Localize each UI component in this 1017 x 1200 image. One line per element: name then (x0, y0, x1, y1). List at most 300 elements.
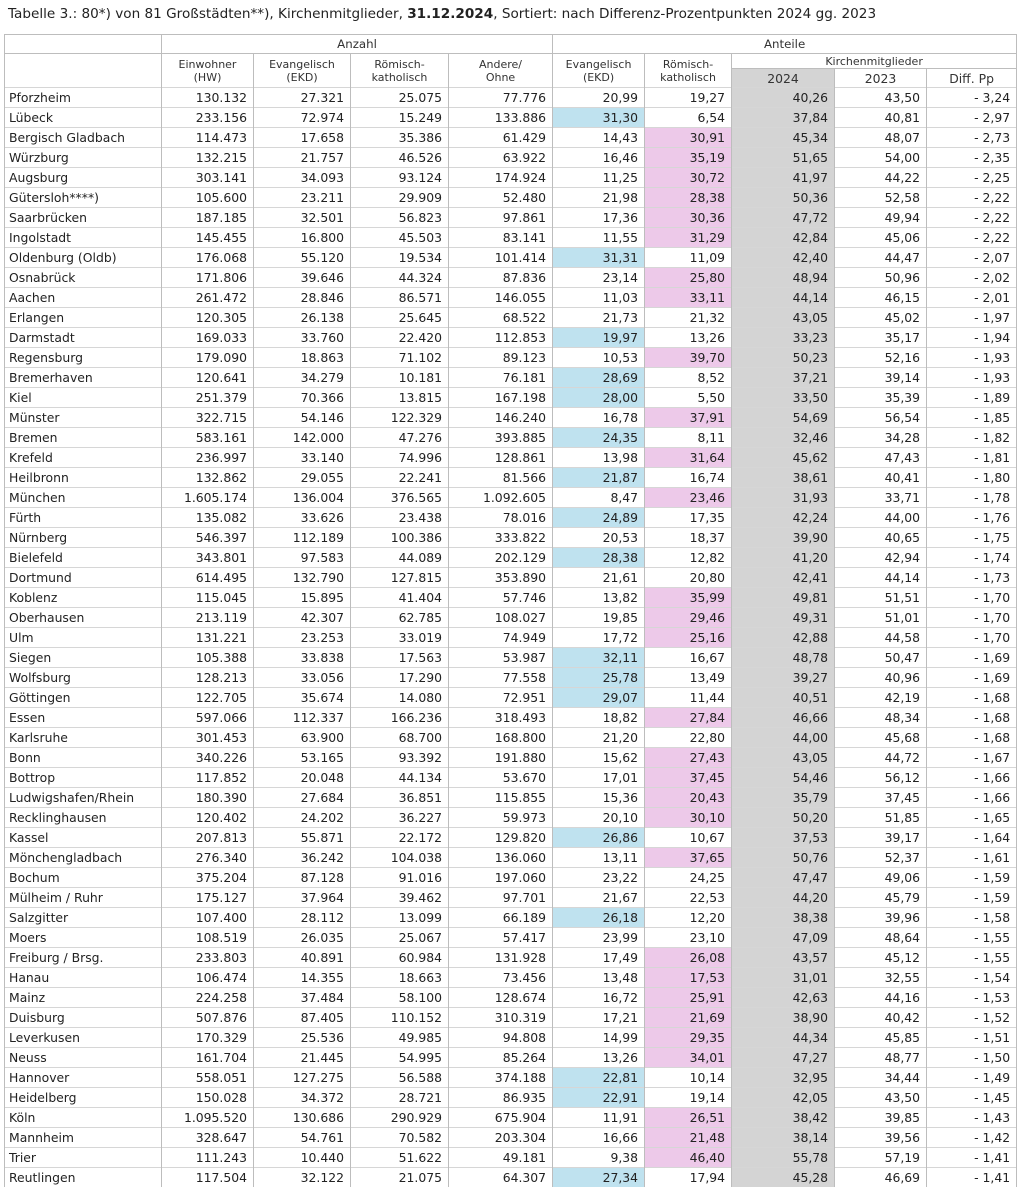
cell-roemisch: 17.290 (351, 668, 449, 688)
cell-2023: 46,69 (835, 1168, 927, 1188)
cell-evangelisch-pct: 8,47 (553, 488, 645, 508)
cell-diff: - 2,22 (927, 228, 1017, 248)
cell-diff: - 2,22 (927, 188, 1017, 208)
cell-andere: 61.429 (449, 128, 553, 148)
header-2023: 2023 (835, 69, 927, 88)
cell-2023: 51,01 (835, 608, 927, 628)
table-row (5, 1008, 1017, 1028)
cell-diff: - 1,85 (927, 408, 1017, 428)
church-members-table (4, 34, 1017, 1187)
cell-diff: - 1,82 (927, 428, 1017, 448)
cell-evangelisch: 15.895 (254, 588, 351, 608)
cell-city: Regensburg (5, 348, 162, 368)
table-row (5, 188, 1017, 208)
cell-2023: 56,12 (835, 768, 927, 788)
cell-evangelisch-pct: 22,91 (553, 1088, 645, 1108)
cell-diff: - 2,73 (927, 128, 1017, 148)
cell-evangelisch-pct: 13,26 (553, 1048, 645, 1068)
cell-andere: 64.307 (449, 1168, 553, 1188)
cell-2023: 48,07 (835, 128, 927, 148)
cell-roemisch: 39.462 (351, 888, 449, 908)
cell-diff: - 1,58 (927, 908, 1017, 928)
cell-2023: 40,65 (835, 528, 927, 548)
cell-roemisch-pct: 31,29 (645, 228, 732, 248)
cell-city: Essen (5, 708, 162, 728)
cell-evangelisch: 21.757 (254, 148, 351, 168)
cell-2023: 32,55 (835, 968, 927, 988)
table-row (5, 908, 1017, 928)
cell-einwohner: 328.647 (162, 1128, 254, 1148)
cell-2023: 45,85 (835, 1028, 927, 1048)
cell-andere: 89.123 (449, 348, 553, 368)
cell-city: Oldenburg (Oldb) (5, 248, 162, 268)
cell-roemisch-pct: 25,91 (645, 988, 732, 1008)
cell-evangelisch-pct: 14,99 (553, 1028, 645, 1048)
cell-city: Göttingen (5, 688, 162, 708)
table-row (5, 888, 1017, 908)
cell-roemisch-pct: 20,43 (645, 788, 732, 808)
cell-roemisch: 110.152 (351, 1008, 449, 1028)
cell-einwohner: 107.400 (162, 908, 254, 928)
cell-roemisch-pct: 10,67 (645, 828, 732, 848)
cell-einwohner: 161.704 (162, 1048, 254, 1068)
cell-roemisch-pct: 17,94 (645, 1168, 732, 1188)
cell-andere: 63.922 (449, 148, 553, 168)
cell-andere: 76.181 (449, 368, 553, 388)
header-anzahl: Anzahl (162, 35, 553, 54)
table-row (5, 268, 1017, 288)
cell-roemisch-pct: 11,44 (645, 688, 732, 708)
table-row (5, 788, 1017, 808)
cell-2024: 50,36 (732, 188, 835, 208)
cell-roemisch: 122.329 (351, 408, 449, 428)
cell-2023: 46,15 (835, 288, 927, 308)
cell-andere: 136.060 (449, 848, 553, 868)
table-row (5, 568, 1017, 588)
cell-roemisch: 70.582 (351, 1128, 449, 1148)
cell-2023: 39,17 (835, 828, 927, 848)
cell-2023: 34,44 (835, 1068, 927, 1088)
cell-diff: - 1,54 (927, 968, 1017, 988)
cell-2024: 42,63 (732, 988, 835, 1008)
cell-2024: 50,23 (732, 348, 835, 368)
table-row (5, 148, 1017, 168)
cell-evangelisch-pct: 17,36 (553, 208, 645, 228)
title-suffix: , Sortiert: nach Differenz-Prozentpunkten 2024 gg. 2023 (493, 6, 877, 22)
cell-einwohner: 236.997 (162, 448, 254, 468)
cell-2023: 52,58 (835, 188, 927, 208)
cell-evangelisch: 23.211 (254, 188, 351, 208)
cell-city: Köln (5, 1108, 162, 1128)
header-einwohner (162, 54, 254, 88)
cell-einwohner: 135.082 (162, 508, 254, 528)
cell-evangelisch-pct: 21,20 (553, 728, 645, 748)
cell-andere: 83.141 (449, 228, 553, 248)
cell-roemisch-pct: 21,48 (645, 1128, 732, 1148)
cell-evangelisch-pct: 17,01 (553, 768, 645, 788)
cell-diff: - 1,59 (927, 888, 1017, 908)
cell-evangelisch: 29.055 (254, 468, 351, 488)
cell-2024: 55,78 (732, 1148, 835, 1168)
cell-diff: - 1,80 (927, 468, 1017, 488)
cell-2024: 44,34 (732, 1028, 835, 1048)
cell-diff: - 1,55 (927, 928, 1017, 948)
cell-diff: - 1,45 (927, 1088, 1017, 1108)
cell-diff: - 1,50 (927, 1048, 1017, 1068)
cell-diff: - 1,93 (927, 368, 1017, 388)
cell-einwohner: 233.803 (162, 948, 254, 968)
cell-2024: 47,09 (732, 928, 835, 948)
cell-city: Trier (5, 1148, 162, 1168)
table-row (5, 228, 1017, 248)
cell-2023: 47,43 (835, 448, 927, 468)
cell-city: Reutlingen (5, 1168, 162, 1188)
cell-evangelisch: 25.536 (254, 1028, 351, 1048)
cell-evangelisch-pct: 13,11 (553, 848, 645, 868)
table-row (5, 348, 1017, 368)
header-evangelisch-label: Evangelisch (269, 57, 335, 71)
cell-evangelisch-pct: 11,25 (553, 168, 645, 188)
cell-roemisch-pct: 30,10 (645, 808, 732, 828)
table-row (5, 548, 1017, 568)
cell-roemisch-pct: 16,67 (645, 648, 732, 668)
header-diff: Diff. Pp (927, 69, 1017, 88)
cell-2024: 35,79 (732, 788, 835, 808)
cell-2024: 41,20 (732, 548, 835, 568)
cell-roemisch: 45.503 (351, 228, 449, 248)
cell-andere: 131.928 (449, 948, 553, 968)
cell-andere: 52.480 (449, 188, 553, 208)
cell-roemisch-pct: 17,53 (645, 968, 732, 988)
cell-evangelisch: 28.846 (254, 288, 351, 308)
cell-roemisch-pct: 22,80 (645, 728, 732, 748)
cell-evangelisch: 70.366 (254, 388, 351, 408)
cell-evangelisch-pct: 23,22 (553, 868, 645, 888)
cell-2024: 50,20 (732, 808, 835, 828)
cell-2024: 38,42 (732, 1108, 835, 1128)
header-evangelisch-sub: (EKD) (286, 70, 318, 84)
cell-evangelisch-pct: 21,98 (553, 188, 645, 208)
cell-city: Hannover (5, 1068, 162, 1088)
cell-city: Bergisch Gladbach (5, 128, 162, 148)
cell-andere: 53.670 (449, 768, 553, 788)
cell-evangelisch-pct: 20,53 (553, 528, 645, 548)
cell-evangelisch: 23.253 (254, 628, 351, 648)
cell-diff: - 1,66 (927, 788, 1017, 808)
cell-roemisch-pct: 13,49 (645, 668, 732, 688)
cell-andere: 353.890 (449, 568, 553, 588)
cell-diff: - 1,51 (927, 1028, 1017, 1048)
cell-roemisch-pct: 39,70 (645, 348, 732, 368)
cell-evangelisch-pct: 16,46 (553, 148, 645, 168)
cell-2023: 45,68 (835, 728, 927, 748)
cell-roemisch: 93.124 (351, 168, 449, 188)
cell-roemisch: 127.815 (351, 568, 449, 588)
cell-diff: - 1,41 (927, 1148, 1017, 1168)
cell-roemisch: 22.420 (351, 328, 449, 348)
cell-diff: - 1,76 (927, 508, 1017, 528)
table-row (5, 1068, 1017, 1088)
cell-roemisch: 29.909 (351, 188, 449, 208)
cell-andere: 1.092.605 (449, 488, 553, 508)
cell-roemisch: 86.571 (351, 288, 449, 308)
cell-andere: 174.924 (449, 168, 553, 188)
cell-city: Augsburg (5, 168, 162, 188)
cell-evangelisch: 35.674 (254, 688, 351, 708)
cell-2023: 37,45 (835, 788, 927, 808)
header-roemisch-pct-sub: katholisch (660, 70, 716, 84)
cell-2024: 40,51 (732, 688, 835, 708)
cell-evangelisch: 136.004 (254, 488, 351, 508)
cell-2024: 37,84 (732, 108, 835, 128)
cell-andere: 78.016 (449, 508, 553, 528)
table-row (5, 768, 1017, 788)
cell-2023: 44,72 (835, 748, 927, 768)
cell-2024: 43,05 (732, 748, 835, 768)
cell-roemisch: 25.067 (351, 928, 449, 948)
cell-2023: 42,94 (835, 548, 927, 568)
cell-roemisch-pct: 5,50 (645, 388, 732, 408)
cell-evangelisch: 33.056 (254, 668, 351, 688)
cell-roemisch-pct: 27,43 (645, 748, 732, 768)
cell-andere: 167.198 (449, 388, 553, 408)
table-row (5, 608, 1017, 628)
cell-andere: 73.456 (449, 968, 553, 988)
cell-evangelisch: 132.790 (254, 568, 351, 588)
cell-2024: 47,47 (732, 868, 835, 888)
cell-2024: 37,53 (732, 828, 835, 848)
cell-2023: 51,85 (835, 808, 927, 828)
cell-2024: 39,27 (732, 668, 835, 688)
cell-roemisch: 28.721 (351, 1088, 449, 1108)
cell-2024: 48,78 (732, 648, 835, 668)
cell-einwohner: 507.876 (162, 1008, 254, 1028)
cell-roemisch-pct: 37,65 (645, 848, 732, 868)
cell-2024: 47,72 (732, 208, 835, 228)
cell-city: Ulm (5, 628, 162, 648)
cell-evangelisch: 21.445 (254, 1048, 351, 1068)
cell-city: Leverkusen (5, 1028, 162, 1048)
table-row (5, 1088, 1017, 1108)
cell-andere: 53.987 (449, 648, 553, 668)
cell-evangelisch-pct: 21,73 (553, 308, 645, 328)
cell-einwohner: 176.068 (162, 248, 254, 268)
cell-city: Salzgitter (5, 908, 162, 928)
cell-roemisch: 41.404 (351, 588, 449, 608)
cell-diff: - 1,70 (927, 588, 1017, 608)
cell-einwohner: 303.141 (162, 168, 254, 188)
cell-roemisch-pct: 25,80 (645, 268, 732, 288)
cell-einwohner: 108.519 (162, 928, 254, 948)
cell-evangelisch: 27.684 (254, 788, 351, 808)
cell-2024: 44,20 (732, 888, 835, 908)
cell-diff: - 1,78 (927, 488, 1017, 508)
cell-roemisch: 35.386 (351, 128, 449, 148)
header-andere-sub: Ohne (485, 70, 516, 84)
cell-evangelisch-pct: 11,03 (553, 288, 645, 308)
cell-evangelisch-pct: 21,67 (553, 888, 645, 908)
cell-roemisch-pct: 22,53 (645, 888, 732, 908)
cell-einwohner: 597.066 (162, 708, 254, 728)
cell-2023: 44,00 (835, 508, 927, 528)
cell-roemisch: 68.700 (351, 728, 449, 748)
cell-einwohner: 132.215 (162, 148, 254, 168)
cell-roemisch-pct: 24,25 (645, 868, 732, 888)
cell-roemisch-pct: 11,09 (645, 248, 732, 268)
cell-andere: 191.880 (449, 748, 553, 768)
cell-2023: 35,17 (835, 328, 927, 348)
cell-roemisch-pct: 20,80 (645, 568, 732, 588)
cell-city: Neuss (5, 1048, 162, 1068)
cell-2023: 40,96 (835, 668, 927, 688)
table-row (5, 368, 1017, 388)
table-row (5, 108, 1017, 128)
cell-diff: - 1,81 (927, 448, 1017, 468)
header-roemisch (351, 54, 449, 88)
cell-roemisch: 33.019 (351, 628, 449, 648)
cell-einwohner: 117.852 (162, 768, 254, 788)
cell-roemisch: 23.438 (351, 508, 449, 528)
cell-roemisch-pct: 21,69 (645, 1008, 732, 1028)
cell-andere: 112.853 (449, 328, 553, 348)
cell-einwohner: 105.600 (162, 188, 254, 208)
cell-diff: - 1,69 (927, 648, 1017, 668)
cell-roemisch: 18.663 (351, 968, 449, 988)
cell-2024: 44,14 (732, 288, 835, 308)
cell-evangelisch-pct: 19,85 (553, 608, 645, 628)
table-row (5, 1148, 1017, 1168)
cell-roemisch: 71.102 (351, 348, 449, 368)
cell-2023: 44,14 (835, 568, 927, 588)
cell-evangelisch: 40.891 (254, 948, 351, 968)
cell-evangelisch: 34.279 (254, 368, 351, 388)
table-row (5, 128, 1017, 148)
cell-evangelisch-pct: 28,00 (553, 388, 645, 408)
cell-diff: - 1,53 (927, 988, 1017, 1008)
cell-andere: 333.822 (449, 528, 553, 548)
cell-evangelisch-pct: 16,72 (553, 988, 645, 1008)
cell-evangelisch: 142.000 (254, 428, 351, 448)
cell-diff: - 1,61 (927, 848, 1017, 868)
cell-einwohner: 583.161 (162, 428, 254, 448)
cell-2024: 47,27 (732, 1048, 835, 1068)
cell-andere: 129.820 (449, 828, 553, 848)
cell-evangelisch: 33.760 (254, 328, 351, 348)
cell-andere: 57.417 (449, 928, 553, 948)
cell-city: Osnabrück (5, 268, 162, 288)
cell-evangelisch-pct: 10,53 (553, 348, 645, 368)
cell-2024: 41,97 (732, 168, 835, 188)
cell-evangelisch-pct: 25,78 (553, 668, 645, 688)
table-row (5, 1168, 1017, 1188)
cell-diff: - 1,69 (927, 668, 1017, 688)
cell-2024: 45,28 (732, 1168, 835, 1188)
header-roemisch-pct (645, 54, 732, 88)
cell-andere: 115.855 (449, 788, 553, 808)
cell-roemisch: 58.100 (351, 988, 449, 1008)
cell-city: Bremen (5, 428, 162, 448)
cell-2023: 33,71 (835, 488, 927, 508)
cell-einwohner: 120.402 (162, 808, 254, 828)
header-evangelisch-pct (553, 54, 645, 88)
cell-roemisch: 36.227 (351, 808, 449, 828)
cell-2024: 31,93 (732, 488, 835, 508)
table-body (5, 88, 1017, 1188)
cell-2024: 32,95 (732, 1068, 835, 1088)
cell-einwohner: 343.801 (162, 548, 254, 568)
cell-andere: 87.836 (449, 268, 553, 288)
cell-einwohner: 114.473 (162, 128, 254, 148)
cell-einwohner: 251.379 (162, 388, 254, 408)
cell-roemisch-pct: 12,82 (645, 548, 732, 568)
cell-2023: 48,34 (835, 708, 927, 728)
cell-city: Heilbronn (5, 468, 162, 488)
cell-city: Bielefeld (5, 548, 162, 568)
cell-city: Lübeck (5, 108, 162, 128)
cell-city: Ludwigshafen/Rhein (5, 788, 162, 808)
cell-einwohner: 170.329 (162, 1028, 254, 1048)
cell-evangelisch-pct: 20,99 (553, 88, 645, 108)
cell-evangelisch-pct: 29,07 (553, 688, 645, 708)
cell-city: Moers (5, 928, 162, 948)
cell-evangelisch: 32.501 (254, 208, 351, 228)
cell-city: München (5, 488, 162, 508)
table-row (5, 988, 1017, 1008)
cell-evangelisch: 33.838 (254, 648, 351, 668)
cell-evangelisch: 20.048 (254, 768, 351, 788)
cell-diff: - 1,55 (927, 948, 1017, 968)
table-row (5, 428, 1017, 448)
table-row (5, 1128, 1017, 1148)
cell-einwohner: 120.641 (162, 368, 254, 388)
cell-andere: 97.861 (449, 208, 553, 228)
cell-evangelisch: 87.128 (254, 868, 351, 888)
cell-einwohner: 105.388 (162, 648, 254, 668)
cell-city: Pforzheim (5, 88, 162, 108)
cell-evangelisch-pct: 18,82 (553, 708, 645, 728)
table-row (5, 828, 1017, 848)
cell-2023: 43,50 (835, 88, 927, 108)
table-row (5, 588, 1017, 608)
cell-roemisch-pct: 26,51 (645, 1108, 732, 1128)
cell-einwohner: 171.806 (162, 268, 254, 288)
cell-evangelisch-pct: 17,21 (553, 1008, 645, 1028)
cell-2023: 40,41 (835, 468, 927, 488)
cell-evangelisch: 34.093 (254, 168, 351, 188)
cell-diff: - 2,97 (927, 108, 1017, 128)
cell-evangelisch-pct: 9,38 (553, 1148, 645, 1168)
cell-2023: 50,96 (835, 268, 927, 288)
table-row (5, 648, 1017, 668)
cell-2023: 48,64 (835, 928, 927, 948)
cell-roemisch-pct: 31,64 (645, 448, 732, 468)
cell-andere: 133.886 (449, 108, 553, 128)
cell-2024: 42,05 (732, 1088, 835, 1108)
cell-evangelisch: 24.202 (254, 808, 351, 828)
cell-2023: 49,94 (835, 208, 927, 228)
cell-city: Nürnberg (5, 528, 162, 548)
table-row (5, 448, 1017, 468)
table-row (5, 388, 1017, 408)
cell-diff: - 1,93 (927, 348, 1017, 368)
cell-evangelisch-pct: 14,43 (553, 128, 645, 148)
cell-city: Mülheim / Ruhr (5, 888, 162, 908)
cell-roemisch: 166.236 (351, 708, 449, 728)
cell-evangelisch-pct: 28,38 (553, 548, 645, 568)
cell-evangelisch: 112.337 (254, 708, 351, 728)
cell-evangelisch: 27.321 (254, 88, 351, 108)
cell-evangelisch: 16.800 (254, 228, 351, 248)
